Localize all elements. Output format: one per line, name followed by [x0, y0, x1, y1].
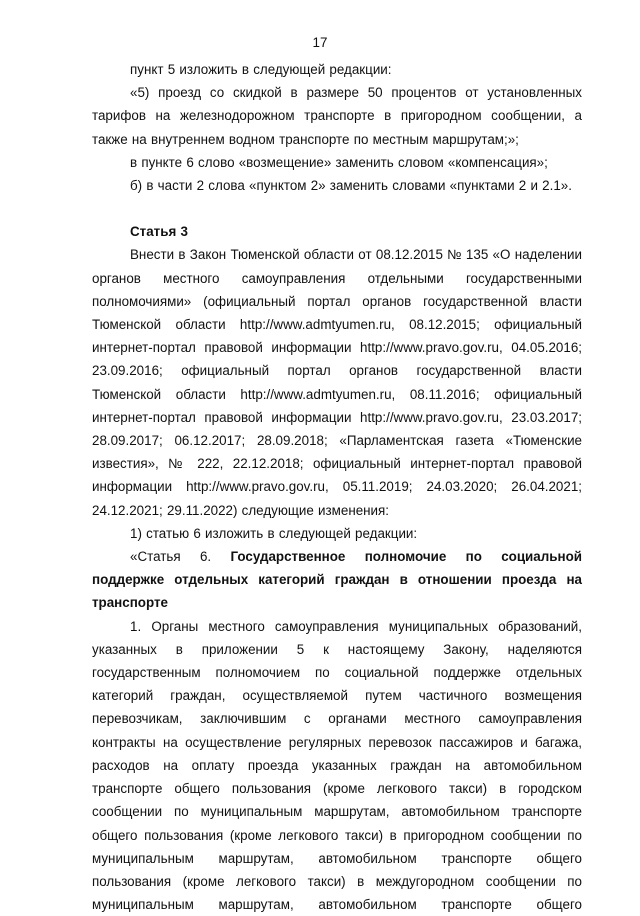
paragraph-amend-point-5: пункт 5 изложить в следующей редакции:	[130, 62, 392, 77]
paragraph-amend-part-2: б) в части 2 слова «пунктом 2» заменить словами «пунктами 2 и 2.1».	[130, 178, 572, 194]
page-number: 17	[312, 35, 328, 50]
document-body	[92, 58, 582, 916]
spacer	[92, 197, 582, 220]
paragraph-amend-point-6: в пункте 6 слово «возмещение» заменить словом «компенсация»;	[130, 154, 548, 170]
paragraph-article-3-intro: Внести в Закон Тюменской области от 08.12.2015 № 135 «О наделении органов местного самоуправления отдельными государственными полномочиями» (официальный портал органов государственной власти Тюменской области http://www.admtyumen.ru, 08.12.2015; официальный интернет-портал правовой информации http://www.pravo.gov.ru, 04.05.2016; 23.09.2016; официальный портал органов государственной власти Тюменской области http://www.admtyumen.ru, 08.11.2016; официальный интернет-портал правовой информации http://www.pravo.gov.ru, 23.03.2017; 28.09.2017; 06.12.2017; 28.09.2018; «Парламентская газета «Тюменские известия», № 222, 22.12.2018; официальный интернет-портал правовой информации http://www.pravo.gov.ru, 05.11.2019; 24.03.2020; 26.04.2021; 24.12.2021; 29.11.2022) следующие изменения:	[92, 247, 582, 518]
article-6-prefix: «Статья 6.	[130, 549, 231, 565]
paragraph-amend-article-6: 1) статью 6 изложить в следующей редакции:	[130, 525, 418, 541]
paragraph-point-5-text: «5) проезд со скидкой в размере 50 процентов от установленных тарифов на железнодорожном транспорте в пригородном сообщении, а также на внутреннем водном транспорте по местным маршрутам;»;	[92, 85, 582, 147]
article-6-title: Государственное полномочие по социальной поддержке отдельных категорий граждан в отношении проезда на транспорте	[92, 549, 582, 611]
paragraph-article-6-point-1: 1. Органы местного самоуправления муниципальных образований, указанных в приложении 5 к настоящему Закону, наделяются государственным полномочием по социальной поддержке отдельных категорий граждан, осуществляемой путем частичного возмещения перевозчикам, заключившим с органами местного самоуправления контракты на осуществление регулярных перевозок пассажиров и багажа, расходов на оплату проезда указанных граждан на автомобильном транспорте общего пользования (кроме легкового такси) в городском сообщении по муниципальным маршрутам, автомобильном транспорте общего пользования (кроме легкового такси) в пригородном сообщении по муниципальным маршрутам, автомобильном транспорте общего пользования (кроме легкового такси) в междугородном сообщении по муниципальным маршрутам, автомобильном транспорте общего	[92, 618, 582, 913]
article-title: Статья 3	[130, 224, 188, 240]
paragraph-article-6-heading	[92, 545, 582, 615]
